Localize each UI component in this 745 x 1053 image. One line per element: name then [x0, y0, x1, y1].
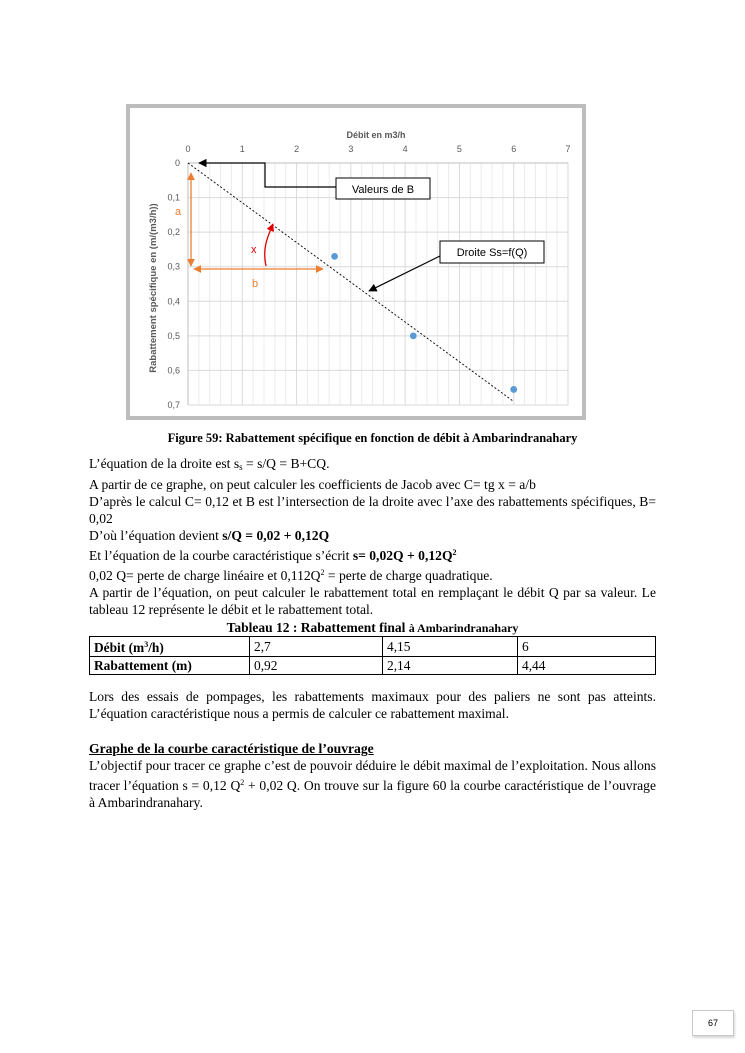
y-tick-label: 0,1	[167, 192, 180, 203]
paragraph-jacob: A partir de ce graphe, on peut calculer les coefficients de Jacob avec C= tg x = a/b	[89, 477, 536, 492]
droite-callout-line	[369, 256, 440, 291]
data-point	[510, 386, 517, 393]
body-text-block	[89, 455, 656, 618]
chart-svg	[130, 108, 582, 416]
b-label: b	[252, 278, 259, 290]
paragraph-courbe: Et l’équation de la courbe caractéristique s’écrit $s= 0,02Q + 0,12Q^2$	[89, 548, 457, 563]
x-tick-labels	[185, 144, 570, 154]
x-tick-label: 5	[456, 144, 462, 154]
y-tick-label: 0,6	[167, 365, 180, 376]
section-heading: Graphe de la courbe caractéristique de l’ouvrage	[89, 741, 374, 756]
y-tick-labels	[167, 158, 180, 410]
paragraph-essais: Lors des essais de pompages, les rabattements maximaux pour des paliers ne sont pas atteints. L’équation caractéristique nous a permis de calculer ce rabattement maximal.	[89, 689, 656, 721]
y-tick-label: 0,7	[167, 400, 180, 410]
x-tick-label: 1	[239, 144, 245, 154]
droite-label: Droite Ss=f(Q)	[456, 247, 528, 259]
paragraph-pertes: 0,02 Q= perte de charge linéaire et $0,112Q^2$ = perte de charge quadratique.	[89, 568, 493, 583]
paragraph-equation: L’équation de la droite est $s_s = s/Q = B+CQ$.	[89, 456, 330, 472]
table-cell: 0,92	[250, 657, 383, 675]
body-text-block-3	[89, 740, 656, 811]
b-values-label: Valeurs de B	[351, 184, 415, 196]
x-angle-arrow	[265, 224, 273, 266]
x-tick-label: 0	[185, 144, 191, 154]
x-label: x	[251, 244, 257, 256]
table-cell: 2,7	[250, 637, 383, 657]
table-header-debit: Débit $(m^3/h)$	[90, 637, 250, 657]
table-row	[90, 657, 656, 675]
table-cell: 4,44	[518, 657, 656, 675]
table-caption: Tableau 12 : Rabattement final à Ambarindranahary	[226, 620, 519, 635]
table-cell: 4,15	[383, 637, 518, 657]
chart-title: Débit en m3/h	[346, 130, 406, 140]
x-tick-label: 7	[565, 144, 571, 154]
table-row	[90, 637, 656, 657]
body-text-block-2	[89, 688, 656, 722]
table-12	[89, 636, 656, 675]
x-tick-label: 3	[348, 144, 354, 154]
paragraph-objectif: L’objectif pour tracer ce graphe c’est de pouvoir déduire le débit maximal de l’exploitation. Nous allons tracer l’équation s = 0,12 $Q^2 + 0,02$ Q. On trouve sur la figure 60 la courbe caractéristique de l’ouvrage à Ambarindranahary.	[89, 758, 656, 810]
y-tick-label: 0,5	[167, 330, 180, 341]
x-tick-label: 6	[511, 144, 517, 154]
data-point	[410, 332, 417, 339]
paragraph-rabattement-total: A partir de l’équation, on peut calculer le rabattement total en remplaçant le débit Q par sa valeur. Le tableau 12 représente le débit et le rabattement total.	[89, 585, 656, 617]
y-tick-label: 0,3	[167, 261, 180, 272]
paragraph-equation-devient: D’où l’équation devient s/Q = 0,02 + 0,12Q	[89, 528, 330, 543]
x-tick-label: 2	[294, 144, 300, 154]
page-number: 67	[692, 1010, 734, 1036]
a-label: a	[175, 206, 182, 218]
table-header-rabattement: Rabattement (m)	[90, 657, 250, 675]
figure-59-chart	[126, 104, 586, 420]
data-points	[331, 253, 517, 393]
b-values-callout-line	[199, 163, 336, 187]
y-tick-label: 0	[174, 158, 180, 168]
table-cell: 6	[518, 637, 656, 657]
y-axis-label: Rabattement spécifique en (m/(m3/h))	[148, 203, 159, 373]
paragraph-calcul: D’après le calcul C= 0,12 et B est l’intersection de la droite avec l’axe des rabattements spécifiques, B= 0,02	[89, 494, 656, 526]
x-tick-label: 4	[402, 144, 408, 154]
data-point	[331, 253, 338, 260]
y-tick-label: 0,2	[167, 227, 180, 238]
table-cell: 2,14	[383, 657, 518, 675]
figure-caption: Figure 59: Rabattement spécifique en fonction de débit à Ambarindranahary	[167, 431, 578, 445]
y-tick-label: 0,4	[167, 296, 180, 307]
